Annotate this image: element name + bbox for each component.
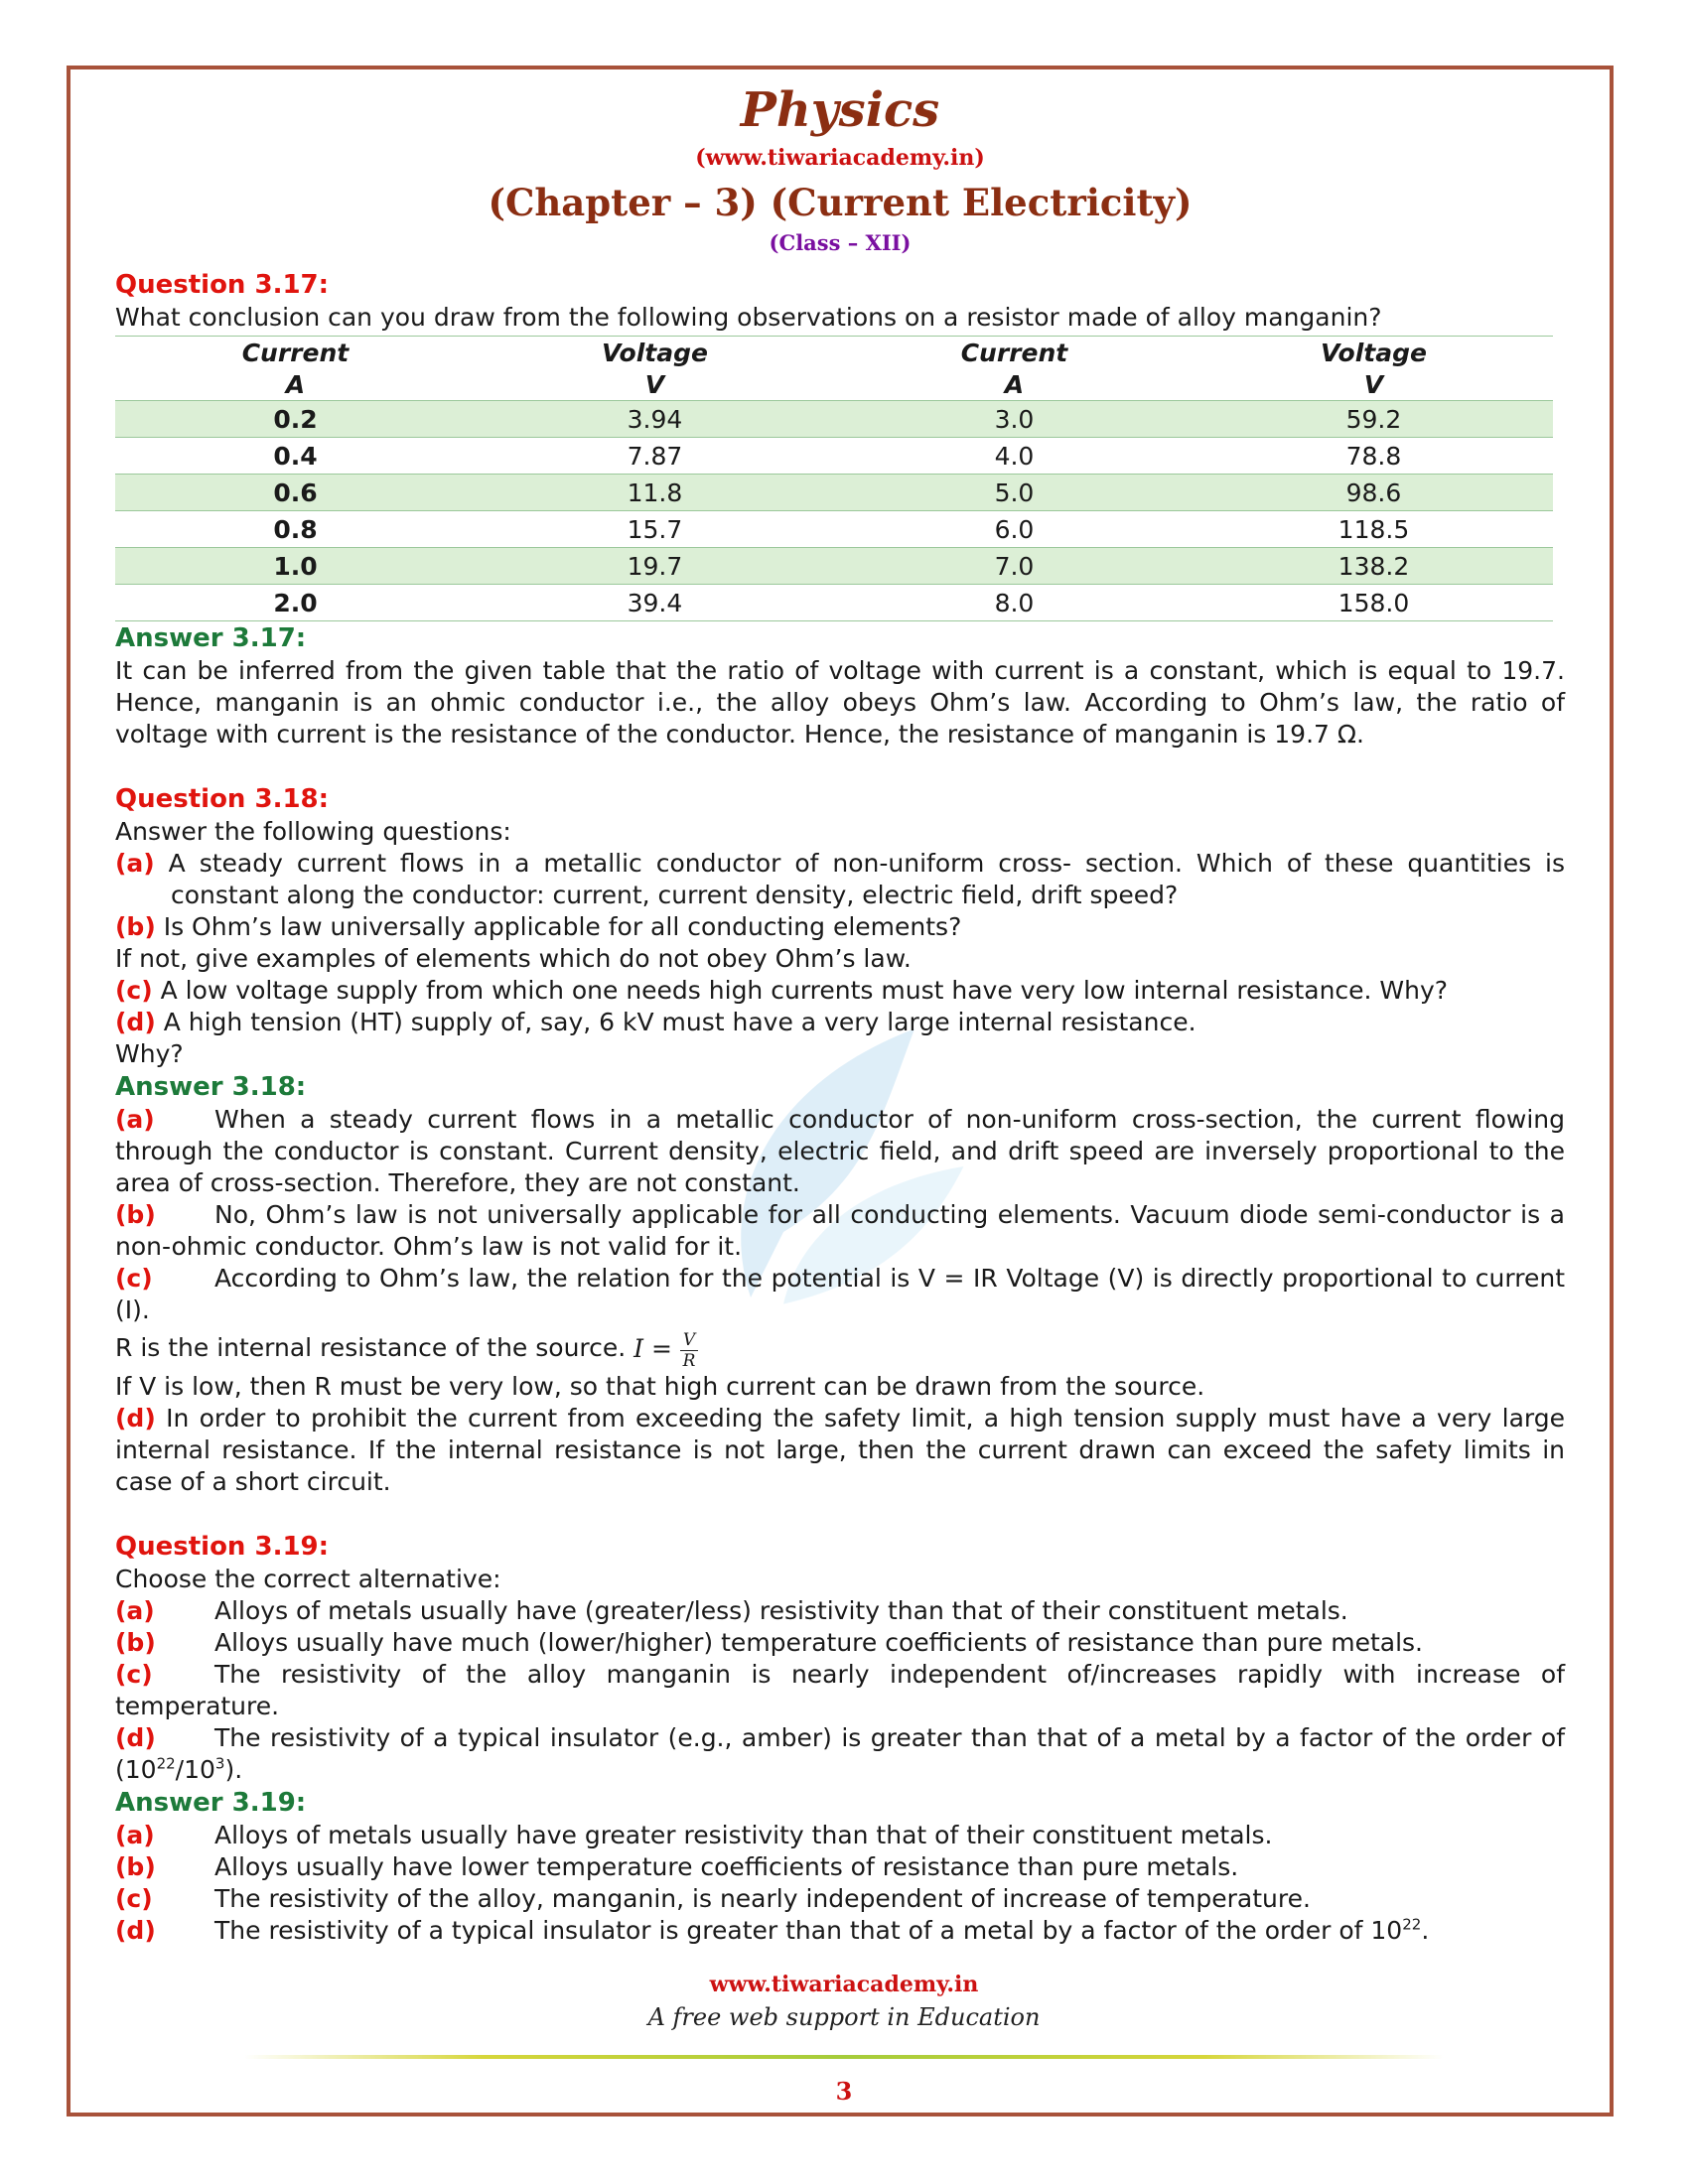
table-cell: 4.0 [994,441,1035,471]
table-unit: A [1004,369,1025,399]
question-3-18-d [115,1007,1565,1038]
formula-denominator: R [682,1351,696,1371]
item-label: (d) [115,1916,156,1945]
item-text: . [1421,1916,1430,1945]
item-label: (b) [115,1200,156,1229]
item-label: (a) [115,1105,155,1134]
item-label: (d) [115,1723,156,1752]
table-unit-row [115,368,1553,401]
table-unit: A [285,369,306,399]
formula-fraction [680,1330,698,1371]
item-text: Is Ohm’s law universally applicable for all conducting elements? [163,912,962,941]
page-number: 3 [835,2077,853,2106]
answer-3-17-text: It can be inferred from the given table that the ratio of voltage with current is a constant, which is equal to 19.7. Hence, manganin is an ohmic conductor i.e., the alloy obeys Ohm’s law. According to Ohm’s law, the ratio of voltage with current is the resistance of the conductor. Hence, the resistance of manganin is 19.7 Ω. [115,656,1565,749]
answer-3-19-d [115,1915,1565,1947]
superscript: 3 [214,1754,225,1773]
answer-3-19-a [115,1820,1565,1851]
chapter-title: (Chapter – 3) (Current Electricity) [488,181,1193,224]
question-3-18-c [115,975,1565,1007]
footer-url[interactable]: www.tiwariacademy.in [709,1972,979,1997]
formula-lhs: I = [633,1334,672,1363]
table-row [115,401,1553,438]
table-cell: 8.0 [994,588,1035,617]
answer-3-18-a [115,1104,1565,1199]
item-label: (c) [115,976,153,1005]
class-label: (Class – XII) [769,230,912,255]
item-text: ). [224,1755,243,1784]
superscript: 22 [1402,1915,1422,1934]
table-cell: 39.4 [627,588,683,617]
table-cell: 11.8 [627,478,683,507]
table-cell: 0.2 [273,404,318,434]
answer-3-19-b [115,1851,1565,1883]
question-3-18-intro: Answer the following questions: [115,817,511,846]
item-label: (d) [115,1008,156,1036]
item-label: (d) [115,1404,156,1433]
answer-3-18-b [115,1199,1565,1263]
table-row [115,548,1553,585]
item-text: Alloys usually have lower temperature coefficients of resistance than pure metals. [214,1852,1239,1881]
table-cell: 78.8 [1345,441,1402,471]
item-label: (a) [115,1821,155,1849]
answer-3-18-c [115,1263,1565,1326]
footer-tagline: A free web support in Education [647,2003,1041,2031]
table-row [115,585,1553,621]
table-header: Voltage [1195,337,1553,369]
table-header: Current [115,337,476,369]
item-text: Alloys usually have much (lower/higher) temperature coefficients of resistance than pure metals. [214,1628,1423,1657]
question-3-17-title: Question 3.17: [115,270,330,300]
table-cell: 7.0 [994,551,1035,581]
answer-3-18-d [115,1403,1565,1498]
table-row [115,475,1553,511]
item-label: (c) [115,1884,153,1913]
item-label: (a) [115,849,155,878]
table-cell: 98.6 [1345,478,1402,507]
item-label: (a) [115,1596,155,1625]
answer-3-18-title: Answer 3.18: [115,1072,307,1102]
item-text: No, Ohm’s law is not universally applicable for all conducting elements. Vacuum diode semi-conductor is a non-ohmic conductor. Ohm’s law is not valid for it. [115,1200,1565,1261]
item-text: A steady current flows in a metallic conductor of non-uniform cross- section. Which of these quantities is constant along the conductor: current, current density, electric field, drift speed? [168,849,1565,909]
item-label: (b) [115,1628,156,1657]
item-text: According to Ohm’s law, the relation for the potential is V = IR Voltage (V) is directly proportional to current (I). [115,1264,1565,1324]
answer-3-18-low: If V is low, then R must be very low, so that high current can be drawn from the source. [115,1372,1205,1401]
answer-3-19-title: Answer 3.19: [115,1788,307,1818]
item-text: When a steady current flows in a metallic conductor of non-uniform cross-section, the current flowing through the conductor is constant. Current density, electric field, and drift speed are inversely proportional to the area of cross-section. Therefore, they are not constant. [115,1105,1565,1197]
question-3-18-title: Question 3.18: [115,784,330,814]
table-cell: 7.87 [627,441,683,471]
page-content [115,79,1565,1947]
formula-numerator: V [680,1330,698,1351]
question-3-19-b [115,1627,1565,1659]
item-text: The resistivity of the alloy, manganin, is nearly independent of increase of temperature. [214,1884,1311,1913]
item-text: The resistivity of a typical insulator (e.g., amber) is greater than that of a metal by a factor of the order of (10 [115,1723,1565,1784]
table-cell: 0.8 [273,514,318,544]
table-header-row [115,337,1553,369]
item-text: A low voltage supply from which one needs high currents must have very low internal resistance. Why? [160,976,1449,1005]
table-cell: 3.94 [627,404,683,434]
item-text: Alloys of metals usually have greater resistivity than that of their constituent metals. [214,1821,1273,1849]
item-label: (c) [115,1660,153,1689]
item-label: (b) [115,912,156,941]
question-3-19-d [115,1722,1565,1786]
question-3-18-d-cont: Why? [115,1039,184,1068]
table-cell: 138.2 [1337,551,1410,581]
answer-3-17-title: Answer 3.17: [115,623,307,653]
item-text: In order to prohibit the current from exceeding the safety limit, a high tension supply must have a very large internal resistance. If the internal resistance is not large, then the current drawn can exceed the safety limits in case of a short circuit. [115,1404,1565,1496]
question-3-19-title: Question 3.19: [115,1532,330,1562]
table-cell: 0.4 [273,441,318,471]
footer-divider [244,2055,1444,2059]
item-label: (b) [115,1852,156,1881]
formula-caption: R is the internal resistance of the source. [115,1333,627,1362]
table-row [115,511,1553,548]
answer-3-18-formula-line [115,1326,1565,1371]
question-3-19-intro: Choose the correct alternative: [115,1565,501,1593]
item-label: (c) [115,1264,153,1293]
table-cell: 2.0 [273,588,318,617]
table-cell: 6.0 [994,514,1035,544]
question-3-18-b-cont: If not, give examples of elements which do not obey Ohm’s law. [115,944,912,973]
question-3-18-a [115,848,1565,911]
item-text: A high tension (HT) supply of, say, 6 kV must have a very large internal resistance. [163,1008,1196,1036]
table-cell: 19.7 [627,551,683,581]
ohm-formula [633,1327,698,1371]
header-url: (www.tiwariacademy.in) [695,145,985,171]
table-unit: V [644,369,665,399]
table-cell: 5.0 [994,478,1035,507]
question-3-19-a [115,1595,1565,1627]
item-text: The resistivity of a typical insulator is greater than that of a metal by a factor of the order of 10 [214,1916,1403,1945]
superscript: 22 [156,1754,176,1773]
observation-table [115,336,1553,621]
table-header: Voltage [476,337,834,369]
table-cell: 3.0 [994,404,1035,434]
item-text: /10 [175,1755,215,1784]
table-cell: 15.7 [627,514,683,544]
table-cell: 59.2 [1345,404,1402,434]
question-3-18-b [115,911,1565,943]
question-3-17-text: What conclusion can you draw from the following observations on a resistor made of alloy manganin? [115,303,1382,332]
table-header: Current [834,337,1195,369]
page-title: Physics [740,82,940,138]
table-row [115,438,1553,475]
table-cell: 118.5 [1337,514,1410,544]
table-cell: 158.0 [1337,588,1410,617]
question-3-19-c [115,1659,1565,1722]
table-cell: 1.0 [273,551,318,581]
answer-3-19-c [115,1883,1565,1915]
table-unit: V [1363,369,1384,399]
table-cell: 0.6 [273,478,318,507]
item-text: The resistivity of the alloy manganin is nearly independent of/increases rapidly with increase of temperature. [115,1660,1565,1720]
item-text: Alloys of metals usually have (greater/less) resistivity than that of their constituent metals. [214,1596,1348,1625]
